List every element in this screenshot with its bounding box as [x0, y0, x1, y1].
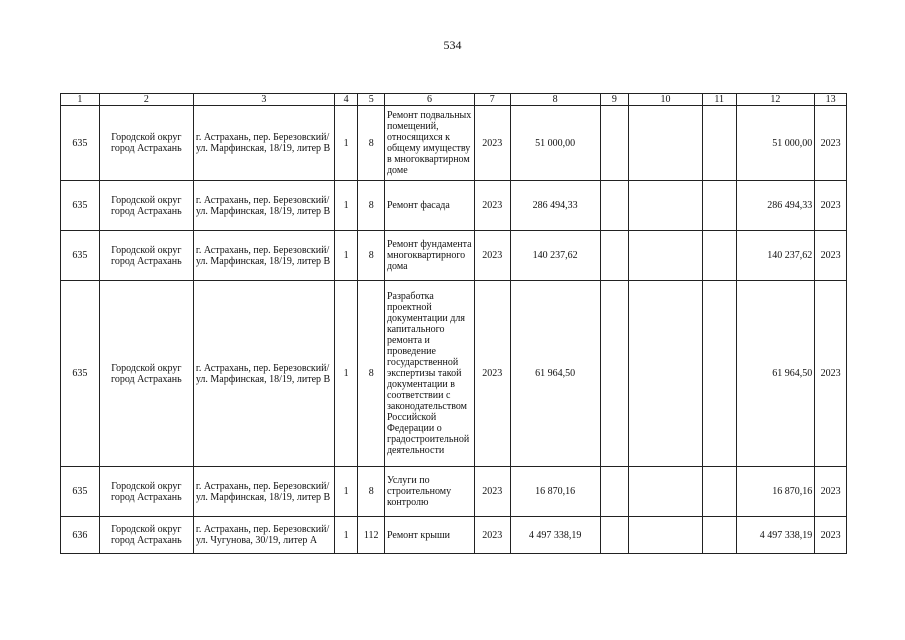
- row-number: 636: [61, 517, 100, 554]
- amount: 286 494,33: [510, 181, 600, 231]
- row-number: 635: [61, 281, 100, 467]
- address: г. Астрахань, пер. Березовский/ ул. Чугунова, 30/19, литер А: [193, 517, 334, 554]
- municipality: Городской округ город Астрахань: [99, 281, 193, 467]
- column-number: 3: [193, 94, 334, 106]
- amount-total: 140 237,62: [736, 231, 815, 281]
- work-type: Услуги по строительному контролю: [384, 467, 474, 517]
- row-number: 635: [61, 231, 100, 281]
- column-number: 8: [510, 94, 600, 106]
- completion-year: 2023: [815, 467, 847, 517]
- col-5-value: 8: [358, 467, 385, 517]
- amount: 16 870,16: [510, 467, 600, 517]
- column-number: 11: [702, 94, 736, 106]
- column-number: 4: [334, 94, 358, 106]
- column-number: 5: [358, 94, 385, 106]
- column-number: 13: [815, 94, 847, 106]
- col-9-value: [600, 517, 629, 554]
- table-row: [61, 467, 847, 517]
- capital-repair-table: [60, 93, 847, 554]
- col-10-value: [629, 181, 703, 231]
- col-4-value: 1: [334, 281, 358, 467]
- table-row: [61, 517, 847, 554]
- work-type: Ремонт фундамента многоквартирного дома: [384, 231, 474, 281]
- year: 2023: [474, 231, 510, 281]
- col-9-value: [600, 181, 629, 231]
- amount: 61 964,50: [510, 281, 600, 467]
- table-row: [61, 231, 847, 281]
- column-number: 12: [736, 94, 815, 106]
- col-5-value: 8: [358, 281, 385, 467]
- col-11-value: [702, 106, 736, 181]
- table-row: [61, 281, 847, 467]
- col-11-value: [702, 281, 736, 467]
- col-10-value: [629, 106, 703, 181]
- year: 2023: [474, 517, 510, 554]
- page-number: 534: [443, 38, 462, 52]
- amount-total: 4 497 338,19: [736, 517, 815, 554]
- column-number: 9: [600, 94, 629, 106]
- col-9-value: [600, 106, 629, 181]
- col-4-value: 1: [334, 181, 358, 231]
- completion-year: 2023: [815, 231, 847, 281]
- row-number: 635: [61, 106, 100, 181]
- amount: 4 497 338,19: [510, 517, 600, 554]
- col-11-value: [702, 231, 736, 281]
- col-4-value: 1: [334, 231, 358, 281]
- work-type: Ремонт фасада: [384, 181, 474, 231]
- row-number: 635: [61, 467, 100, 517]
- col-9-value: [600, 467, 629, 517]
- col-10-value: [629, 231, 703, 281]
- column-number: 7: [474, 94, 510, 106]
- municipality: Городской округ город Астрахань: [99, 181, 193, 231]
- address: г. Астрахань, пер. Березовский/ ул. Марфинская, 18/19, литер В: [193, 106, 334, 181]
- col-10-value: [629, 281, 703, 467]
- col-5-value: 8: [358, 106, 385, 181]
- column-number: 2: [99, 94, 193, 106]
- year: 2023: [474, 467, 510, 517]
- completion-year: 2023: [815, 281, 847, 467]
- col-11-value: [702, 181, 736, 231]
- col-11-value: [702, 467, 736, 517]
- col-4-value: 1: [334, 467, 358, 517]
- completion-year: 2023: [815, 106, 847, 181]
- table-row: [61, 106, 847, 181]
- table-row: [61, 181, 847, 231]
- amount-total: 61 964,50: [736, 281, 815, 467]
- year: 2023: [474, 106, 510, 181]
- amount-total: 16 870,16: [736, 467, 815, 517]
- col-10-value: [629, 517, 703, 554]
- year: 2023: [474, 281, 510, 467]
- col-11-value: [702, 517, 736, 554]
- col-5-value: 8: [358, 181, 385, 231]
- municipality: Городской округ город Астрахань: [99, 467, 193, 517]
- work-type: Разработка проектной документации для капитального ремонта и проведение государственной экспертизы такой документации в соответствии с законодательством Российской Федерации о градостроительной деятельности: [384, 281, 474, 467]
- completion-year: 2023: [815, 517, 847, 554]
- row-number: 635: [61, 181, 100, 231]
- amount: 51 000,00: [510, 106, 600, 181]
- year: 2023: [474, 181, 510, 231]
- amount: 140 237,62: [510, 231, 600, 281]
- col-9-value: [600, 231, 629, 281]
- col-9-value: [600, 281, 629, 467]
- work-type: Ремонт подвальных помещений, относящихся к общему имуществу в многоквартирном доме: [384, 106, 474, 181]
- column-number: 6: [384, 94, 474, 106]
- municipality: Городской округ город Астрахань: [99, 106, 193, 181]
- col-5-value: 8: [358, 231, 385, 281]
- column-number: 1: [61, 94, 100, 106]
- column-number: 10: [629, 94, 703, 106]
- work-type: Ремонт крыши: [384, 517, 474, 554]
- amount-total: 51 000,00: [736, 106, 815, 181]
- col-10-value: [629, 467, 703, 517]
- col-4-value: 1: [334, 517, 358, 554]
- address: г. Астрахань, пер. Березовский/ ул. Марфинская, 18/19, литер В: [193, 467, 334, 517]
- address: г. Астрахань, пер. Березовский/ ул. Марфинская, 18/19, литер В: [193, 181, 334, 231]
- municipality: Городской округ город Астрахань: [99, 231, 193, 281]
- col-4-value: 1: [334, 106, 358, 181]
- address: г. Астрахань, пер. Березовский/ ул. Марфинская, 18/19, литер В: [193, 281, 334, 467]
- address: г. Астрахань, пер. Березовский/ ул. Марфинская, 18/19, литер В: [193, 231, 334, 281]
- completion-year: 2023: [815, 181, 847, 231]
- column-number-row: [61, 94, 847, 106]
- amount-total: 286 494,33: [736, 181, 815, 231]
- col-5-value: 112: [358, 517, 385, 554]
- municipality: Городской округ город Астрахань: [99, 517, 193, 554]
